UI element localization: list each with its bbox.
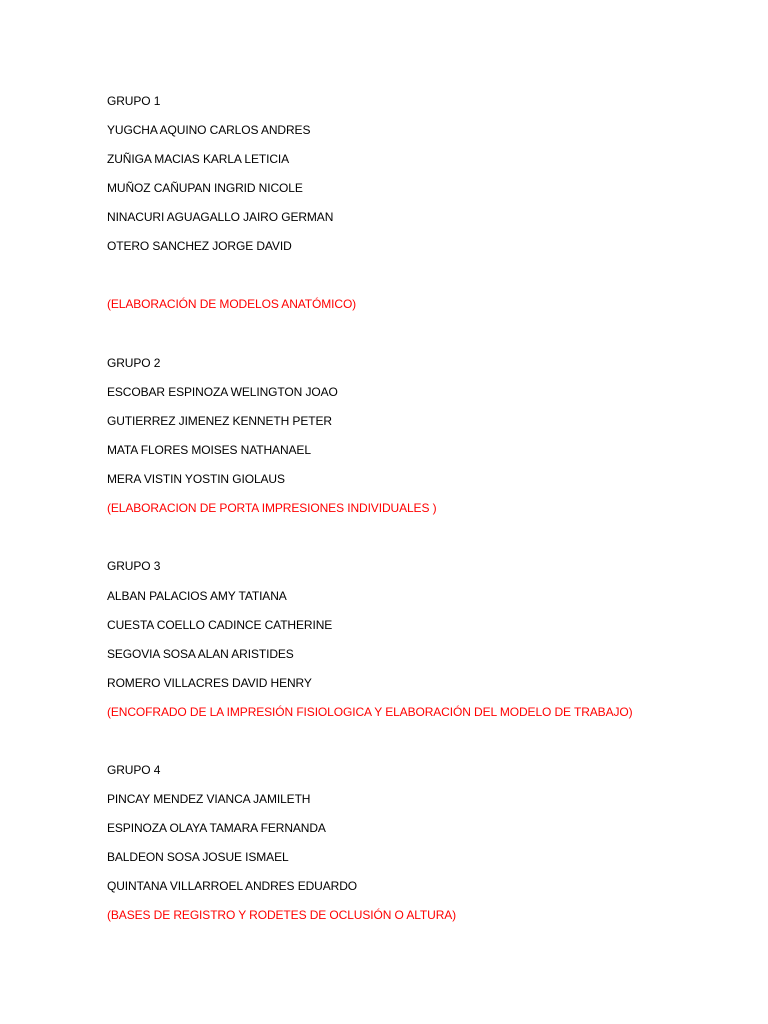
group-2-task: (ELABORACION DE PORTA IMPRESIONES INDIVIDUALES ) xyxy=(107,501,437,515)
group-1-task: (ELABORACIÓN DE MODELOS ANATÓMICO) xyxy=(107,297,357,311)
group-2-title: GRUPO 2 xyxy=(107,356,161,370)
group-2-member: MATA FLORES MOISES NATHANAEL xyxy=(107,443,311,457)
group-4-member: ESPINOZA OLAYA TAMARA FERNANDA xyxy=(107,821,326,835)
group-4-task: (BASES DE REGISTRO Y RODETES DE OCLUSIÓN O ALTURA) xyxy=(107,908,457,922)
group-3-member: ROMERO VILLACRES DAVID HENRY xyxy=(107,676,312,690)
group-3-task: (ENCOFRADO DE LA IMPRESIÓN FISIOLOGICA Y ELABORACIÓN DEL MODELO DE TRABAJO) xyxy=(107,705,633,719)
group-2-member: ESCOBAR ESPINOZA WELINGTON JOAO xyxy=(107,385,338,399)
group-1-member: NINACURI AGUAGALLO JAIRO GERMAN xyxy=(107,210,334,224)
group-3-member: ALBAN PALACIOS AMY TATIANA xyxy=(107,589,287,603)
group-3-title: GRUPO 3 xyxy=(107,559,161,573)
group-4-member: QUINTANA VILLARROEL ANDRES EDUARDO xyxy=(107,879,357,893)
group-3-member: SEGOVIA SOSA ALAN ARISTIDES xyxy=(107,647,294,661)
group-3-member: CUESTA COELLO CADINCE CATHERINE xyxy=(107,618,333,632)
group-4-member: PINCAY MENDEZ VIANCA JAMILETH xyxy=(107,792,311,806)
group-1-member: OTERO SANCHEZ JORGE DAVID xyxy=(107,239,292,253)
group-1-title: GRUPO 1 xyxy=(107,94,161,108)
group-4-title: GRUPO 4 xyxy=(107,763,161,777)
group-4-member: BALDEON SOSA JOSUE ISMAEL xyxy=(107,850,289,864)
group-1-member: YUGCHA AQUINO CARLOS ANDRES xyxy=(107,123,311,137)
group-1-member: MUÑOZ CAÑUPAN INGRID NICOLE xyxy=(107,181,303,195)
group-1-member: ZUÑIGA MACIAS KARLA LETICIA xyxy=(107,152,290,166)
group-2-member: MERA VISTIN YOSTIN GIOLAUS xyxy=(107,472,285,486)
group-2-member: GUTIERREZ JIMENEZ KENNETH PETER xyxy=(107,414,332,428)
